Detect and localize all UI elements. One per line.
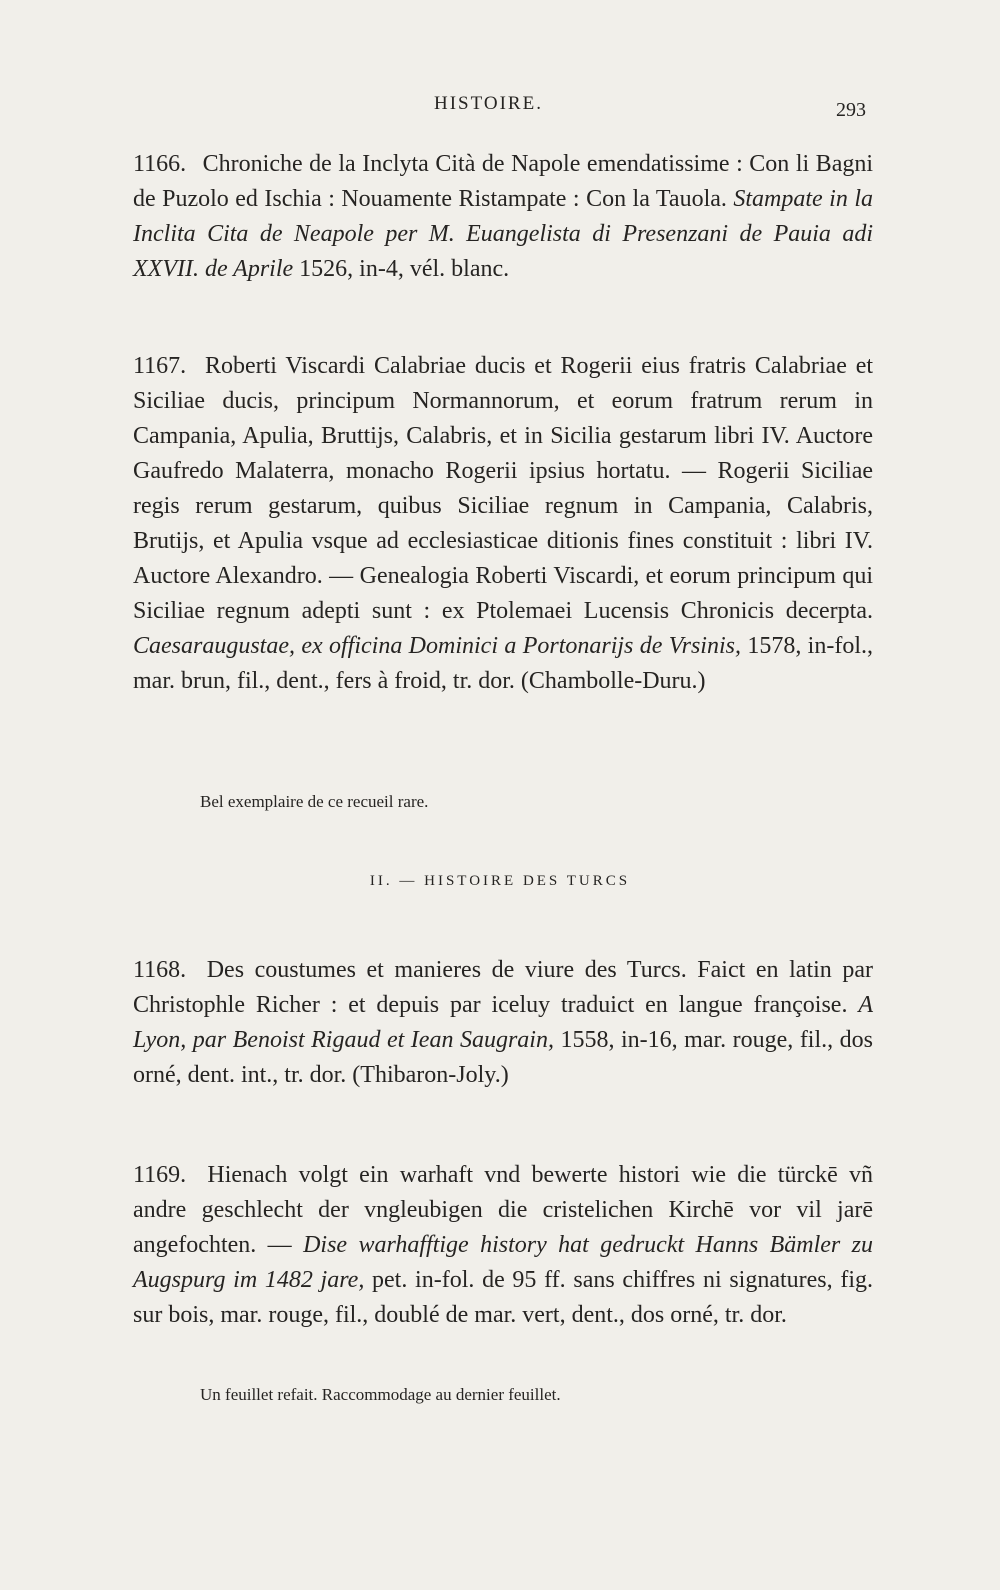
entry-title: Hienach volgt ein warhaft vnd bewerte histori wie die türckē vñ andre geschlecht der vngleubigen die cristelichen Kirchē vor vil jarē angefochten. — (133, 1162, 874, 1258)
catalog-entry-1168 (133, 953, 873, 1093)
entry-imprint: Dise warhafftige history hat gedruckt Hanns Bämler zu Augspurg im 1482 jare, (133, 1232, 873, 1293)
entry-text (133, 1158, 873, 1333)
entry-text (133, 953, 873, 1093)
entry-imprint: A Lyon, par Benoist Rigaud et Iean Saugrain, (133, 992, 874, 1053)
catalog-entry-1169 (133, 1158, 873, 1333)
entry-details: pet. in-fol. de 95 ff. sans chiffres ni signatures, fig. sur bois, mar. rouge, fil., doublé de mar. vert, dent., dos orné, tr. dor. (133, 1267, 874, 1328)
entry-details: 1558, in-16, mar. rouge, fil., dos orné, dent. int., tr. dor. (Thibaron-Joly.) (133, 1027, 873, 1088)
page-number: 293 (836, 99, 866, 121)
entry-title: Chroniche de la Inclyta Cità de Napole emendatissime : Con li Bagni de Puzolo ed Ischia : Nouamente Ristampate : Con la Tauola. (133, 151, 874, 212)
entry-imprint: Stampate in la Inclita Cita de Neapole per M. Euangelista di Presenzani de Pauia adi XXVII. de Aprile (133, 186, 873, 282)
entry-number: 1168. (133, 957, 187, 983)
entry-number: 1167. (133, 353, 187, 379)
running-title: HISTOIRE. (434, 93, 543, 114)
section-heading: II. — HISTOIRE DES TURCS (369, 873, 631, 889)
catalog-entry-1167 (133, 349, 873, 699)
catalog-entry-1166 (133, 147, 873, 287)
entry-title: Roberti Viscardi Calabriae ducis et Rogerii eius fratris Calabriae et Siciliae ducis, principum Normannorum, et eorum fratrum rerum in Campania, Apulia, Bruttijs, Calabris, et in Sicilia gestarum libri IV. Auctore Gaufredo Malaterra, monacho Rogerii ipsius hortatu. — Rogerii Siciliae regis rerum gestarum, quibus Siciliae regnum in Campania, Calabris, Brutijs, et Apulia vsque ad ecclesiasticae ditionis fines constituit : libri IV. Auctore Alexandro. — Genealogia Roberti Viscardi, et eorum principum qui Siciliae regnum adepti sunt : ex Ptolemaei Lucensis Chronicis decerpta. (133, 353, 874, 624)
running-head (0, 93, 1000, 123)
entry-text (133, 147, 873, 287)
entry-title: Des coustumes et manieres de viure des Turcs. Faict en latin par Christophle Richer : et depuis par iceluy traduict en langue françoise. (133, 957, 874, 1018)
entry-imprint: Caesaraugustae, ex officina Dominici a Portonarijs de Vrsinis, (133, 633, 741, 659)
entry-note: Un feuillet refait. Raccommodage au dernier feuillet. (200, 1385, 561, 1404)
entry-number: 1166. (133, 151, 187, 177)
entry-details: 1526, in-4, vél. blanc. (299, 256, 510, 282)
entry-note: Bel exemplaire de ce recueil rare. (200, 792, 429, 811)
entry-text (133, 349, 873, 699)
entry-number: 1169. (133, 1162, 187, 1188)
entry-details: 1578, in-fol., mar. brun, fil., dent., fers à froid, tr. dor. (Chambolle-Duru.) (133, 633, 873, 694)
